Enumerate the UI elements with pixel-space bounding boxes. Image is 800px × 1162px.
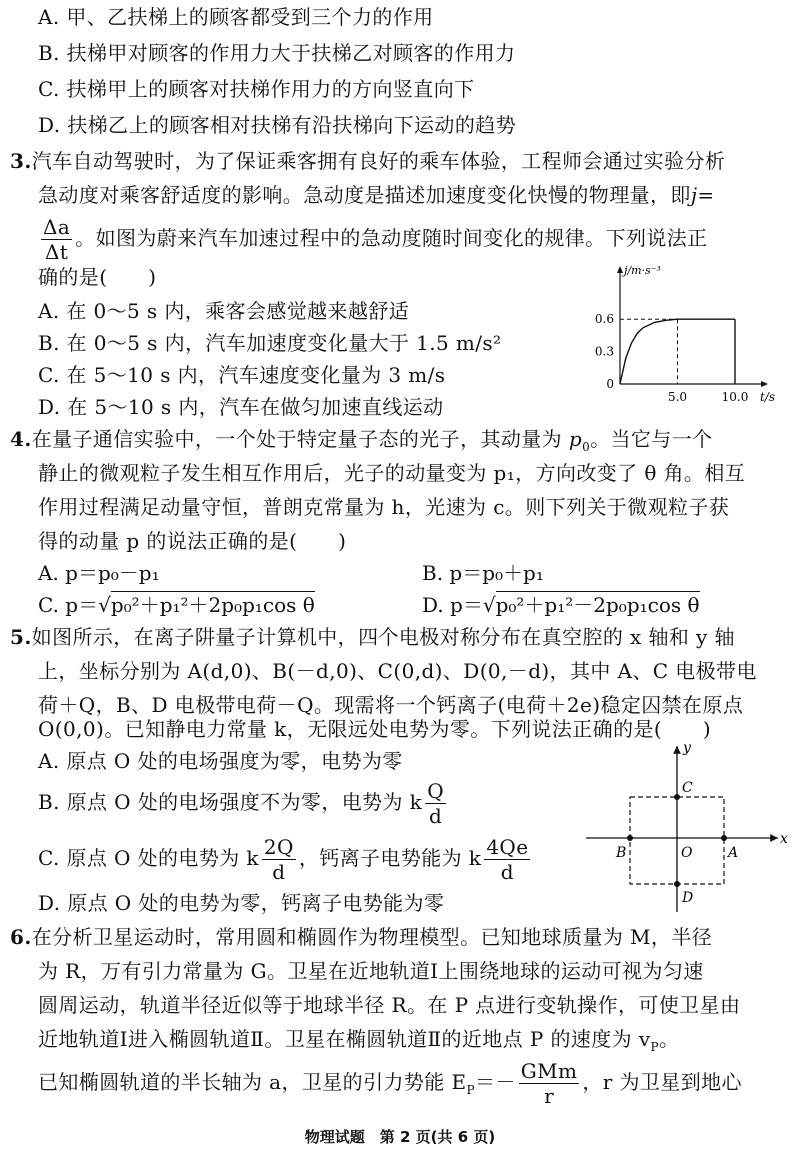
y-tick-label: 0 <box>606 377 614 391</box>
q3-option-c: C. 在 5～10 s 内，汽车速度变化量为 3 m/s <box>38 363 446 387</box>
q5-option-b: B. 原点 O 处的电场强度不为零，电势为 k $\frac{Q}{d}$ <box>38 779 444 828</box>
q2-option-b: B. 扶梯甲对顾客的作用力大于扶梯乙对顾客的作用力 <box>38 41 516 65</box>
q5-option-c: C. 原点 O 处的电势为 k $\frac{2Q}{d}$ ，钙离子电势能为 k $\frac{4Qe}{d}$ <box>38 835 529 884</box>
q6-line3: 圆周运动，轨道半径近似等于地球半径 R。在 P 点进行变轨操作，可使卫星由 <box>38 993 741 1017</box>
q6-line4: 近地轨道Ⅰ进入椭圆轨道Ⅱ。卫星在椭圆轨道Ⅱ的近地点 P 的速度为 $v_P$。 <box>38 1027 680 1054</box>
q4-option-a: A. p＝p₀－p₁ <box>38 561 160 585</box>
x-tick-label: 5.0 <box>667 390 688 404</box>
q3-line4: 确的是( ) <box>38 265 157 289</box>
x-axis-arrow <box>761 381 768 387</box>
jerk-time-chart <box>590 262 790 412</box>
q5-option-a: A. 原点 O 处的电场强度为零，电势为零 <box>38 749 403 773</box>
label-b: B <box>616 845 627 861</box>
q4-line3: 作用过程满足动量守恒，普朗克常量为 h，光速为 c。则下列关于微观粒子获 <box>38 495 730 519</box>
electrode-b <box>627 835 633 841</box>
q4-line1: 4.在量子通信实验中，一个处于特定量子态的光子，其动量为 $p_0$。当它与一个 <box>10 427 713 454</box>
q2-option-d: D. 扶梯乙上的顾客相对扶梯有沿扶梯向下运动的趋势 <box>38 113 517 137</box>
q3-option-a: A. 在 0～5 s 内，乘客会感觉越来越舒适 <box>38 299 410 323</box>
q3-line2: 急动度对乘客舒适度的影响。急动度是描述加速度变化快慢的物理量，即j= <box>38 183 715 207</box>
q5-line4: O(0,0)。已知静电力常量 k，无限远处电势为零。下列说法正确的是( ) <box>38 717 712 741</box>
x-axis-label: t/s <box>760 390 776 404</box>
label-c: C <box>682 780 693 796</box>
q4-option-b: B. p＝p₀＋p₁ <box>422 561 544 585</box>
q4-option-d: D. p＝√p₀²＋p₁²－2p₀p₁cos θ <box>422 593 700 617</box>
q2-option-a: A. 甲、乙扶梯上的顾客都受到三个力的作用 <box>38 5 434 29</box>
q3-option-b: B. 在 0～5 s 内，汽车加速度变化量大于 1.5 m/s² <box>38 331 502 355</box>
q3-jerk-fraction: $\frac{\Delta a}{\Delta t}$ <box>43 215 71 264</box>
electrode-a <box>721 835 727 841</box>
label-a: A <box>728 845 739 861</box>
label-d: D <box>682 890 694 906</box>
q3-number: 3. <box>10 149 32 173</box>
q5-line3: 荷＋Q，B、D 电极带电荷－Q。现需将一个钙离子(电荷＋2e)稳定囚禁在原点 <box>38 693 744 717</box>
electrode-diagram <box>582 740 792 918</box>
q6-line1: 6.在分析卫星运动时，常用圆和椭圆作为物理模型。已知地球质量为 M，半径 <box>10 925 713 949</box>
q4-option-c: C. p＝√p₀²＋p₁²＋2p₀p₁cos θ <box>38 593 315 617</box>
electrode-c <box>674 794 680 800</box>
q3-line3: $\frac{\Delta a}{\Delta t}$ 。如图为蔚来汽车加速过程中的急动度随时间变化的规律。下列说法正 <box>43 215 708 264</box>
q5-line1: 5.如图所示，在离子阱量子计算机中，四个电极对称分布在真空腔的 x 轴和 y 轴 <box>10 625 735 649</box>
q4-line2: 静止的微观粒子发生相互作用后，光子的动量变为 p₁，方向改变了 θ 角。相互 <box>38 461 746 485</box>
y-axis-label: j/m·s⁻³ <box>624 264 661 277</box>
q5-line2: 上，坐标分别为 A(d,0)、B(－d,0)、C(0,d)、D(0,－d)，其中 A、C 电极带电 <box>38 659 757 683</box>
x-tick-label: 10.0 <box>721 390 749 404</box>
q3-option-d: D. 在 5～10 s 内，汽车在做匀加速直线运动 <box>38 395 444 419</box>
x-axis-label: x <box>780 831 788 847</box>
jerk-segment-0 <box>620 319 678 384</box>
q4-line4: 得的动量 p 的说法正确的是( ) <box>38 529 347 553</box>
label-o: O <box>681 845 693 861</box>
q3-line1: 3.汽车自动驾驶时，为了保证乘客拥有良好的乘车体验，工程师会通过实验分析 <box>10 149 726 173</box>
y-axis-label: y <box>683 740 691 756</box>
electrode-d <box>674 881 680 887</box>
q6-line5: 已知椭圆轨道的半长轴为 a，卫星的引力势能 $E_P=-$ $\frac{\text{GMm}}{r}$ ，r 为卫星到地心 <box>38 1059 742 1108</box>
q2-option-c: C. 扶梯甲上的顾客对扶梯作用力的方向竖直向下 <box>38 77 475 101</box>
y-tick-label: 0.3 <box>594 344 614 359</box>
y-tick-label: 0.6 <box>594 312 614 327</box>
y-axis-arrow <box>617 266 623 273</box>
q5-option-d: D. 原点 O 处的电势为零，钙离子电势能为零 <box>38 891 445 915</box>
page-footer: 物理试题 第 2 页(共 6 页) <box>304 1128 496 1146</box>
q6-line2: 为 R，万有引力常量为 G。卫星在近地轨道Ⅰ上围绕地球的运动可视为匀速 <box>38 959 704 983</box>
